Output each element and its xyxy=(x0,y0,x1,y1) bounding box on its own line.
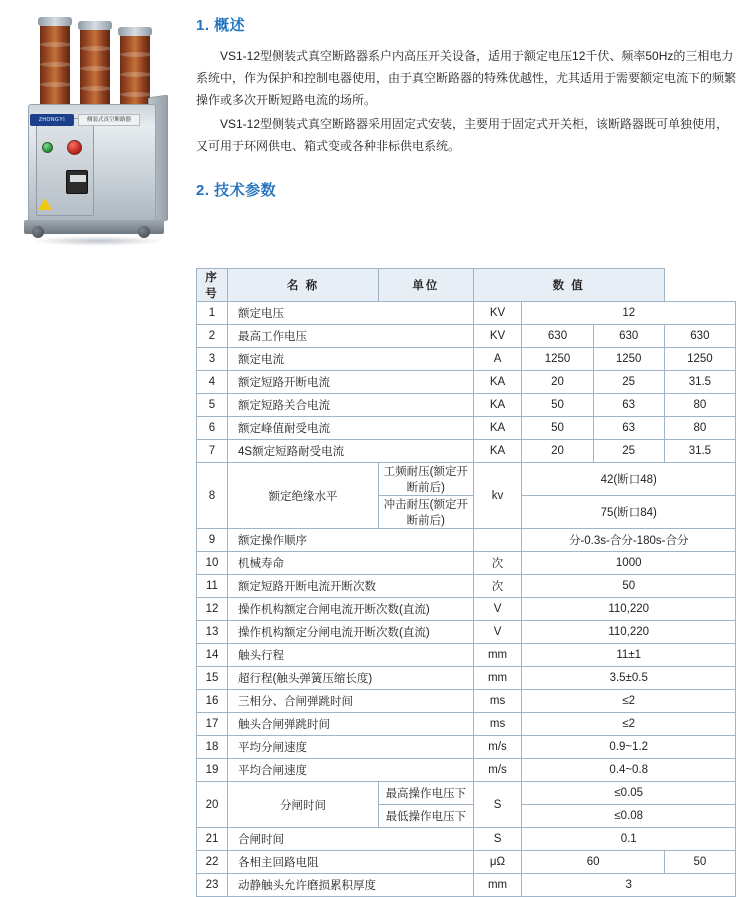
insulator-pole-c xyxy=(120,32,150,112)
cell-name: 动静触头允许磨损累积厚度 xyxy=(228,874,474,897)
cell-sub-name: 最高操作电压下 xyxy=(378,782,473,805)
cell-name: 额定绝缘水平 xyxy=(228,463,379,529)
cell-value: 12 xyxy=(522,302,736,325)
cell-no: 19 xyxy=(197,759,228,782)
cell-no: 14 xyxy=(197,644,228,667)
table-row xyxy=(197,575,736,598)
header-name: 名 称 xyxy=(228,269,379,302)
table-row xyxy=(197,552,736,575)
cell-name: 额定短路关合电流 xyxy=(228,394,474,417)
terminal-cap-a xyxy=(38,17,72,26)
cell-value: 0.4~0.8 xyxy=(522,759,736,782)
table-row xyxy=(197,371,736,394)
cell-value: 1000 xyxy=(522,552,736,575)
cell-unit: 次 xyxy=(473,552,522,575)
cell-unit: KA xyxy=(473,394,522,417)
cell-no: 3 xyxy=(197,348,228,371)
cell-no: 17 xyxy=(197,713,228,736)
table-row xyxy=(197,874,736,897)
product-photo xyxy=(8,14,188,242)
cell-name: 操作机构额定分闸电流开断次数(直流) xyxy=(228,621,474,644)
operation-counter xyxy=(66,170,88,194)
cell-unit: KV xyxy=(473,325,522,348)
cell-unit: A xyxy=(473,348,522,371)
table-row xyxy=(197,348,736,371)
cell-name: 额定短路开断电流开断次数 xyxy=(228,575,474,598)
cell-name: 触头合闸弹跳时间 xyxy=(228,713,474,736)
product-nameplate: 侧装式真空断路器 xyxy=(78,114,140,126)
table-row xyxy=(197,782,736,805)
header-unit: 单位 xyxy=(378,269,473,302)
cell-no: 12 xyxy=(197,598,228,621)
cell-value: 分-0.3s-合分-180s-合分 xyxy=(522,529,736,552)
cell-no: 1 xyxy=(197,302,228,325)
cell-value: 63 xyxy=(593,394,664,417)
table-row xyxy=(197,644,736,667)
cell-name: 额定短路开断电流 xyxy=(228,371,474,394)
cell-no: 2 xyxy=(197,325,228,348)
cell-name: 三相分、合闸弹跳时间 xyxy=(228,690,474,713)
breaker-illustration xyxy=(22,22,172,234)
table-row xyxy=(197,621,736,644)
cell-value: 20 xyxy=(522,371,593,394)
cell-no: 7 xyxy=(197,440,228,463)
cell-no: 15 xyxy=(197,667,228,690)
cell-value: 1250 xyxy=(522,348,593,371)
cell-value: 50 xyxy=(522,575,736,598)
cell-value: 31.5 xyxy=(664,371,735,394)
cell-name: 分闸时间 xyxy=(228,782,379,828)
cell-value: 110,220 xyxy=(522,598,736,621)
table-row xyxy=(197,667,736,690)
warning-triangle-icon xyxy=(38,198,52,210)
overview-paragraph-1: VS1-12型侧装式真空断路器系户内高压开关设备，适用于额定电压12千伏、频率50Hz的三相电力系统中，作为保护和控制电器使用，由于真空断路器的特殊优越性，尤其适用于需要额定电流下的频繁操作或多次开断短路电流的场所。 xyxy=(196,49,737,107)
cell-name: 额定电压 xyxy=(228,302,474,325)
cell-value: ≤2 xyxy=(522,690,736,713)
section-heading-specs: 2. 技术参数 xyxy=(196,182,277,199)
cell-name: 合闸时间 xyxy=(228,828,474,851)
table-row xyxy=(197,713,736,736)
cell-value: 110,220 xyxy=(522,621,736,644)
cell-no: 10 xyxy=(197,552,228,575)
table-row xyxy=(197,736,736,759)
cell-value: 630 xyxy=(664,325,735,348)
cell-unit: KA xyxy=(473,417,522,440)
insulator-pole-a xyxy=(40,22,70,108)
cell-value: 1250 xyxy=(593,348,664,371)
cell-no: 13 xyxy=(197,621,228,644)
table-row xyxy=(197,598,736,621)
cell-unit: KA xyxy=(473,440,522,463)
brand-logo: ZHONGYI xyxy=(30,114,74,126)
cell-value: 50 xyxy=(522,394,593,417)
table-row xyxy=(197,302,736,325)
table-body xyxy=(197,302,736,897)
terminal-cap-c xyxy=(118,27,152,36)
table-row xyxy=(197,463,736,496)
cell-value: 3 xyxy=(522,874,736,897)
cell-no: 18 xyxy=(197,736,228,759)
cell-no: 23 xyxy=(197,874,228,897)
cell-sub-name: 最低操作电压下 xyxy=(378,805,473,828)
cell-name: 触头行程 xyxy=(228,644,474,667)
cell-name: 平均分闸速度 xyxy=(228,736,474,759)
table-row xyxy=(197,759,736,782)
close-indicator-icon xyxy=(42,142,53,153)
cell-unit: S xyxy=(473,782,522,828)
table-row xyxy=(197,529,736,552)
table-row xyxy=(197,394,736,417)
cell-unit: μΩ xyxy=(473,851,522,874)
cell-value: 31.5 xyxy=(664,440,735,463)
table-header-row xyxy=(197,269,736,302)
cell-unit: ms xyxy=(473,713,522,736)
cell-no: 16 xyxy=(197,690,228,713)
cell-value: 50 xyxy=(522,417,593,440)
cell-name: 4S额定短路耐受电流 xyxy=(228,440,474,463)
insulator-pole-b xyxy=(80,26,110,110)
cell-value: ≤0.05 xyxy=(522,782,736,805)
cell-unit: mm xyxy=(473,874,522,897)
cell-value: 0.9~1.2 xyxy=(522,736,736,759)
table-row xyxy=(197,828,736,851)
cell-name: 额定电流 xyxy=(228,348,474,371)
terminal-cap-b xyxy=(78,21,112,30)
overview-paragraph-2: VS1-12型侧装式真空断路器采用固定式安装，主要用于固定式开关柜，该断路器既可单独使用，又可用于环网供电、箱式变或各种非标供电系统。 xyxy=(196,117,729,153)
cell-sub-name: 冲击耐压(额定开断前后) xyxy=(378,496,473,529)
cell-value: 25 xyxy=(593,371,664,394)
cell-value: ≤0.08 xyxy=(522,805,736,828)
cell-no: 8 xyxy=(197,463,228,529)
cell-name: 平均合闸速度 xyxy=(228,759,474,782)
section-heading-overview: 1. 概述 xyxy=(196,17,246,34)
cell-value: 1250 xyxy=(664,348,735,371)
cell-no: 20 xyxy=(197,782,228,828)
cell-no: 11 xyxy=(197,575,228,598)
cell-unit: V xyxy=(473,621,522,644)
cell-value: 630 xyxy=(522,325,593,348)
table-row xyxy=(197,325,736,348)
cell-value: 75(断口84) xyxy=(522,496,736,529)
cell-value: 20 xyxy=(522,440,593,463)
trip-button-icon xyxy=(67,140,82,155)
table-row xyxy=(197,417,736,440)
table-row xyxy=(197,690,736,713)
cell-unit: mm xyxy=(473,644,522,667)
cell-unit: KA xyxy=(473,371,522,394)
cell-value: 80 xyxy=(664,417,735,440)
cell-value: 42(断口48) xyxy=(522,463,736,496)
cell-value: ≤2 xyxy=(522,713,736,736)
cell-unit: m/s xyxy=(473,736,522,759)
cell-name: 额定操作顺序 xyxy=(228,529,474,552)
cell-value: 11±1 xyxy=(522,644,736,667)
cell-value: 25 xyxy=(593,440,664,463)
cell-value: 80 xyxy=(664,394,735,417)
cell-value: 0.1 xyxy=(522,828,736,851)
cell-no: 6 xyxy=(197,417,228,440)
cell-unit: kv xyxy=(473,463,522,529)
photo-shadow xyxy=(30,236,166,246)
table-row xyxy=(197,851,736,874)
table-row xyxy=(197,440,736,463)
cell-name: 最高工作电压 xyxy=(228,325,474,348)
document-content xyxy=(196,14,740,210)
cell-unit: m/s xyxy=(473,759,522,782)
cell-unit: S xyxy=(473,828,522,851)
cell-no: 22 xyxy=(197,851,228,874)
cell-name: 超行程(触头弹簧压缩长度) xyxy=(228,667,474,690)
cell-name: 额定峰值耐受电流 xyxy=(228,417,474,440)
cell-no: 5 xyxy=(197,394,228,417)
cell-value: 50 xyxy=(664,851,735,874)
cell-name: 各相主回路电阻 xyxy=(228,851,474,874)
cell-value: 3.5±0.5 xyxy=(522,667,736,690)
header-value: 数 值 xyxy=(473,269,664,302)
technical-parameters-table xyxy=(196,268,736,897)
cell-no: 4 xyxy=(197,371,228,394)
cell-unit: mm xyxy=(473,667,522,690)
cell-name: 操作机构额定合闸电流开断次数(直流) xyxy=(228,598,474,621)
cell-unit: KV xyxy=(473,302,522,325)
cell-name: 机械寿命 xyxy=(228,552,474,575)
cell-unit: 次 xyxy=(473,575,522,598)
header-no: 序号 xyxy=(197,269,228,302)
cell-unit xyxy=(473,529,522,552)
cell-sub-name: 工频耐压(额定开断前后) xyxy=(378,463,473,496)
cell-no: 9 xyxy=(197,529,228,552)
cell-value: 630 xyxy=(593,325,664,348)
cell-value: 63 xyxy=(593,417,664,440)
cell-unit: V xyxy=(473,598,522,621)
cell-value: 60 xyxy=(522,851,664,874)
cell-unit: ms xyxy=(473,690,522,713)
cell-no: 21 xyxy=(197,828,228,851)
